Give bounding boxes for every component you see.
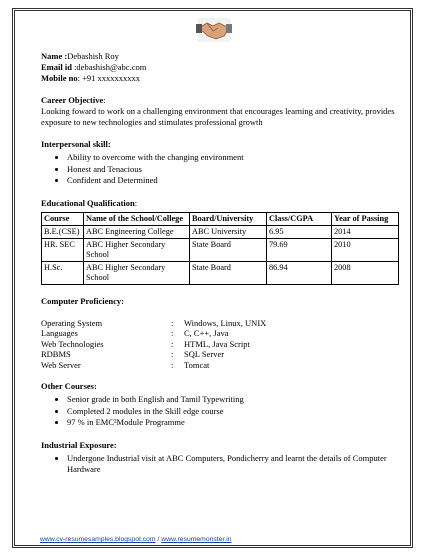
resume-content [41, 51, 403, 476]
table-cell: B.E.(CSE) [42, 225, 84, 238]
skill-row [41, 318, 403, 329]
list-item: • Honest and Tenacious [67, 164, 403, 176]
table-cell: State Board [190, 238, 267, 261]
skill-separator: : [171, 359, 174, 370]
col-header-board: Board/University [190, 212, 267, 225]
skill-value: Tomcat [184, 359, 210, 370]
col-header-year: Year of Passing [332, 212, 399, 225]
skill-row [41, 360, 403, 371]
skill-row [41, 339, 403, 350]
table-cell: ABC Higher Secondary School [84, 238, 190, 261]
table-cell: State Board [190, 261, 267, 284]
email-value: :debashish@abc.com [74, 62, 147, 72]
table-cell: ABC Higher Secondary School [84, 261, 190, 284]
table-cell: 86.94 [267, 261, 332, 284]
table-cell: 6.95 [267, 225, 332, 238]
career-colon: : [103, 95, 106, 105]
table-cell: 79.69 [267, 238, 332, 261]
career-section [41, 95, 403, 128]
skill-label: Languages [41, 328, 78, 338]
skill-value: C, C++, Java [184, 328, 229, 338]
table-cell: 2014 [332, 225, 399, 238]
table-row [42, 225, 399, 238]
skill-separator: : [171, 338, 174, 349]
skill-row [41, 349, 403, 360]
mobile-value: : +91 xxxxxxxxxx [77, 73, 141, 83]
name-label: Name : [41, 51, 68, 61]
footer-links [40, 536, 232, 543]
handshake-icon [196, 14, 232, 44]
footer-separator: / [157, 536, 160, 543]
interpersonal-list [41, 152, 403, 187]
skill-separator: : [171, 328, 174, 338]
table-cell: ABC Engineering College [84, 225, 190, 238]
skill-value: Windows, Linux, UNIX [184, 317, 267, 328]
career-text: Looking foward to work on a challenging environment that encourages learning and creativity, provides exposure to new technologies and stimulates professional growth [41, 106, 395, 127]
skills-list [41, 318, 403, 371]
list-item: • 97 % in EMC²Module Programme [67, 417, 403, 429]
email-label: Email id [41, 62, 72, 72]
table-header-row [42, 212, 399, 225]
col-header-class: Class/CGPA [267, 212, 332, 225]
industrial-title: Industrial Exposure: [41, 439, 117, 450]
list-item: • Confident and Determined [67, 175, 403, 187]
table-row [42, 261, 399, 284]
computer-section [41, 296, 403, 371]
skill-row [41, 328, 403, 339]
name-line [41, 51, 403, 62]
table-cell: H.Sc. [42, 261, 84, 284]
table-cell: 2010 [332, 238, 399, 261]
list-item: • Completed 2 modules in the Skill edge course [67, 406, 403, 418]
other-courses-list [41, 394, 403, 429]
table-row [42, 238, 399, 261]
list-item: • Senior grade in both English and Tamil Typewriting [67, 394, 403, 406]
skill-value: SQL Server [184, 349, 225, 359]
list-item: • Ability to overcome with the changing environment [67, 152, 403, 164]
footer-link-cv[interactable]: www.cv-resumesamples.blogspot.com [40, 536, 156, 543]
table-cell: ABC University [190, 225, 267, 238]
education-section [41, 198, 403, 285]
skill-label: Web Server [41, 359, 81, 370]
col-header-course: Course [42, 212, 84, 225]
interpersonal-title: Interpersonal skill: [41, 139, 111, 149]
skill-label: Web Technologies [41, 338, 104, 349]
interpersonal-section [41, 139, 403, 187]
skill-label: RDBMS [41, 349, 71, 359]
skill-label: Operating System [41, 317, 103, 328]
skill-separator: : [171, 349, 174, 359]
other-courses-title: Other Courses: [41, 381, 97, 391]
education-title: Educational Qualification [41, 197, 135, 208]
mobile-label: Mobile no [41, 73, 78, 83]
computer-title: Computer Proficiency: [41, 295, 125, 306]
list-item: • Undergone Industrial visit at ABC Computers, Pondicherry and learnt the details of Computer Hardware [67, 453, 403, 476]
education-table [41, 212, 399, 285]
footer-link-monster[interactable]: www.resumemonster.in [161, 536, 232, 543]
table-cell: HR. SEC [42, 238, 84, 261]
other-courses-section [41, 381, 403, 429]
industrial-list [41, 453, 403, 476]
skill-separator: : [171, 317, 174, 328]
table-cell: 2008 [332, 261, 399, 284]
name-value: Debashish Roy [67, 51, 119, 61]
education-colon: : [134, 197, 138, 208]
industrial-section [41, 440, 403, 476]
email-line [41, 62, 403, 73]
skill-value: HTML, Java Script [184, 338, 250, 349]
career-title: Career Objective [41, 95, 104, 105]
mobile-line [41, 73, 403, 84]
col-header-school: Name of the School/College [84, 212, 190, 225]
